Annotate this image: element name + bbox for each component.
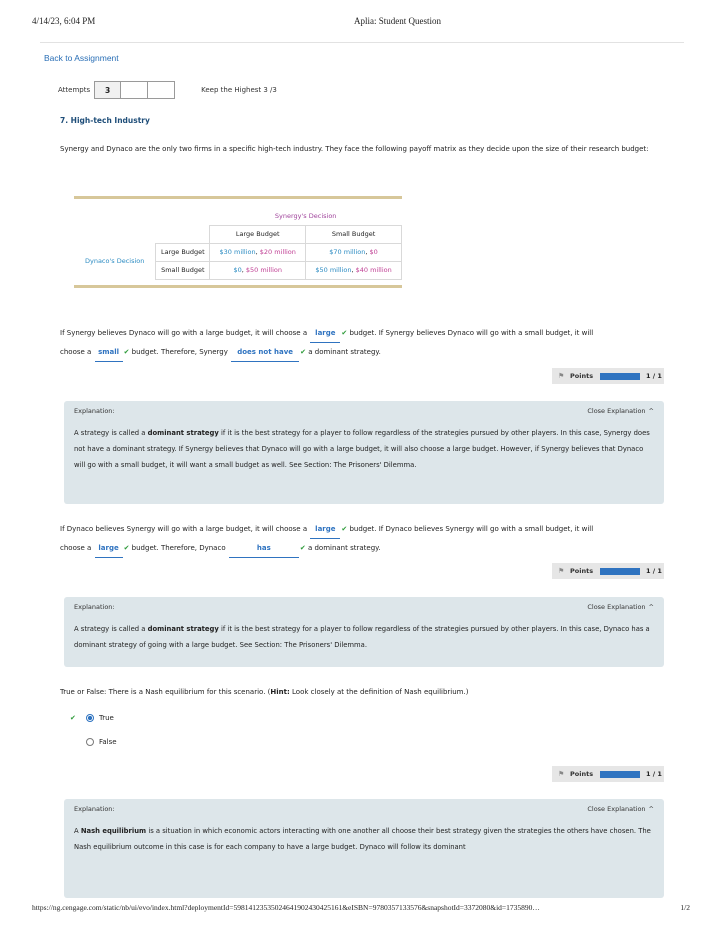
answer-dropdown[interactable]: small	[95, 343, 123, 362]
radio-button-selected[interactable]	[86, 714, 94, 722]
row-player-label: Dynaco's Decision	[84, 257, 145, 265]
close-explanation-button[interactable]: Close Explanation ^	[587, 603, 654, 611]
print-header	[32, 16, 688, 30]
points-bar	[600, 373, 640, 380]
question-title: 7. High-tech Industry	[60, 116, 150, 125]
keep-highest-text: Keep the Highest 3 /3	[201, 86, 277, 94]
explanation-panel	[64, 799, 664, 898]
col-header: Large Budget	[210, 225, 306, 243]
flag-icon: ⚑	[558, 770, 565, 778]
check-icon: ✔	[123, 544, 130, 552]
chevron-up-icon: ^	[648, 805, 654, 813]
points-bar	[600, 771, 640, 778]
row-header: Large Budget	[156, 243, 210, 261]
row-header: Small Budget	[156, 261, 210, 279]
check-icon: ✔	[300, 348, 306, 356]
flag-icon: ⚑	[558, 372, 565, 380]
explanation-panel	[64, 401, 664, 504]
points-indicator: ⚑ Points 1 / 1	[552, 368, 664, 384]
print-date: 4/14/23, 6:04 PM	[32, 16, 96, 26]
attempts-label: Attempts	[58, 86, 91, 94]
payoff-table	[74, 207, 402, 280]
answer-dropdown[interactable]: does not have	[231, 343, 299, 362]
explanation-label: Explanation:	[74, 407, 115, 415]
page-number: 1/2	[680, 903, 690, 912]
check-icon: ✔	[341, 329, 348, 337]
explanation-text: A Nash equilibrium is a situation in which economic actors interacting with one another all choose their best strategy given the strategies the others have chosen. The Nash equilibrium outcome in this case is for each company to have a large budget. Dynaco will follow its dominant	[74, 827, 651, 851]
print-footer	[32, 903, 690, 912]
col-header: Small Budget	[306, 225, 402, 243]
answer-dropdown[interactable]: large	[310, 324, 340, 343]
explanation-panel	[64, 597, 664, 667]
print-url: https://ng.cengage.com/static/nb/ui/evo/index.html?deploymentId=59814123535024641902430425161&eISBN=9780357133576&snapshotId=3372080&id=1735890…	[32, 903, 540, 912]
question-part-3: True or False: There is a Nash equilibrium for this scenario. (Hint: Look closely at the definition of Nash equilibrium.)	[60, 688, 469, 696]
close-explanation-button[interactable]: Close Explanation ^	[587, 407, 654, 415]
question-part-2: If Dynaco believes Synergy will go with a large budget, it will choose a large ✔ budget. If Dynaco believes Synergy will go with a small budget, it will choose a large ✔ budget. Therefore, Dynaco has ✔ a dominant strategy.	[60, 520, 672, 558]
explanation-header	[64, 799, 664, 819]
close-explanation-button[interactable]: Close Explanation ^	[587, 805, 654, 813]
question-intro: Synergy and Dynaco are the only two firms in a specific high-tech industry. They face the following payoff matrix as they decide upon the size of their research budget:	[60, 145, 649, 153]
payoff-cell: $50 million, $40 million	[306, 261, 402, 279]
explanation-text: A strategy is called a dominant strategy if it is the best strategy for a player to follow regardless of the strategies pursued by other players. In this case, Synergy does not have a dominant strategy. If Synergy believes that Dynaco will go with a large budget, it will also choose a large budget. However, if Synergy believes that Dynaco will go with a small budget, it will want a small budget as well. See Section: The Prisoners' Dilemma.	[74, 429, 650, 469]
explanation-header	[64, 401, 664, 421]
back-to-assignment-link[interactable]: Back to Assignment	[44, 53, 119, 63]
check-icon: ✔	[70, 714, 76, 722]
explanation-header	[64, 597, 664, 617]
question-part-1: If Synergy believes Dynaco will go with a large budget, it will choose a large ✔ budget. If Synergy believes Dynaco will go with a small budget, it will choose a small ✔ budget. Therefore, Synergy does not have ✔ a dominant strategy.	[60, 324, 672, 362]
flag-icon: ⚑	[558, 567, 565, 575]
explanation-text: A strategy is called a dominant strategy if it is the best strategy for a player to follow regardless of the strategies pursued by other players. In this case, Dynaco has a dominant strategy of going with a large budget. See Section: The Prisoners' Dilemma.	[74, 625, 650, 649]
payoff-cell: $70 million, $0	[306, 243, 402, 261]
payoff-matrix	[74, 196, 402, 288]
attempt-box-empty	[121, 81, 148, 99]
header-divider	[40, 42, 684, 43]
points-bar	[600, 568, 640, 575]
attempt-box-empty	[148, 81, 175, 99]
check-icon: ✔	[299, 544, 306, 552]
chevron-up-icon: ^	[648, 407, 654, 415]
check-icon: ✔	[123, 348, 130, 356]
col-player-label: Synergy's Decision	[274, 211, 337, 220]
radio-option-true[interactable]: ✔ True	[70, 714, 114, 722]
attempt-box-current: 3	[94, 81, 121, 99]
explanation-label: Explanation:	[74, 603, 115, 611]
points-indicator: ⚑ Points 1 / 1	[552, 563, 664, 579]
explanation-label: Explanation:	[74, 805, 115, 813]
points-indicator: ⚑ Points 1 / 1	[552, 766, 664, 782]
payoff-cell: $0, $50 million	[210, 261, 306, 279]
chevron-up-icon: ^	[648, 603, 654, 611]
attempts-bar	[58, 81, 277, 99]
answer-dropdown[interactable]: has	[229, 539, 299, 558]
answer-dropdown[interactable]: large	[310, 520, 340, 539]
radio-option-false[interactable]: False	[70, 738, 117, 746]
check-icon: ✔	[341, 525, 348, 533]
answer-dropdown[interactable]: large	[95, 539, 123, 558]
print-page-title: Aplia: Student Question	[354, 16, 441, 26]
payoff-cell: $30 million, $20 million	[210, 243, 306, 261]
radio-button[interactable]	[86, 738, 94, 746]
